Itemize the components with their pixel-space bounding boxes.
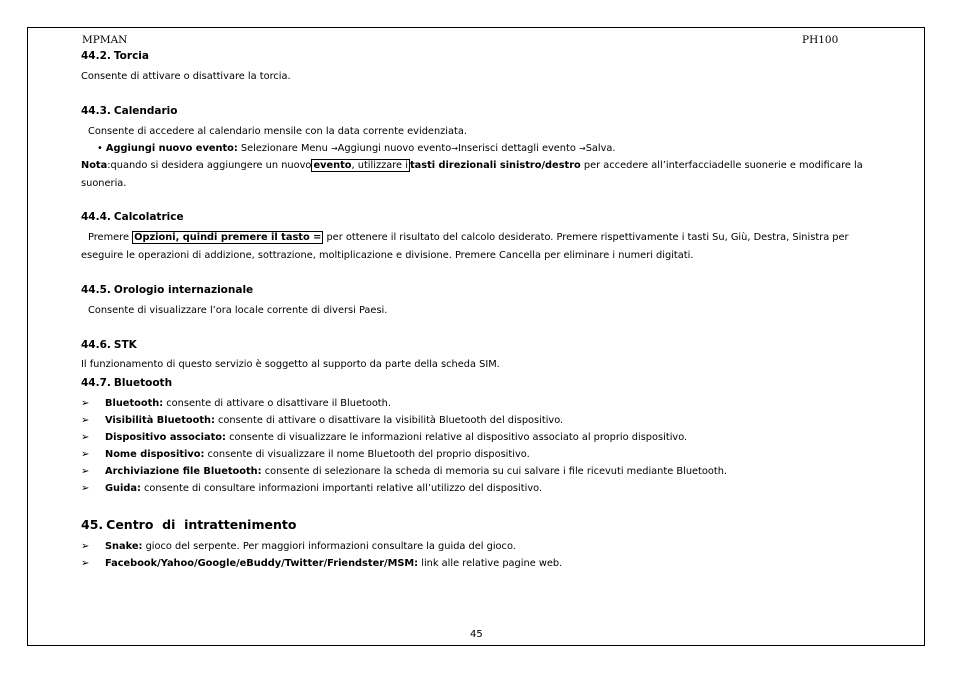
heading-centro-intrattenimento: 45. Centro di intrattenimento xyxy=(81,517,297,532)
torcia-text: Consente di attivare o disattivare la torcia. xyxy=(81,71,291,82)
arrowhead-bullet-icon: ➢ xyxy=(81,558,90,569)
heading-torcia: 44.2. Torcia xyxy=(81,50,149,62)
list-item: ➢ Facebook/Yahoo/Google/eBuddy/Twitter/Friendster/MSM: link alle relative pagine web. xyxy=(81,558,563,569)
list-item: ➢ Visibilità Bluetooth: consente di attivare o disattivare la visibilità Bluetooth del dispositivo. xyxy=(81,415,564,426)
header-model: PH100 xyxy=(802,34,839,46)
header-brand: MPMAN xyxy=(82,34,128,46)
calendario-bullet: • Aggiungi nuovo evento: Selezionare Menu →Aggiungi nuovo evento→Inserisci dettagli evento →Salva. xyxy=(97,143,616,154)
arrowhead-bullet-icon: ➢ xyxy=(81,415,90,426)
heading-stk: 44.6. STK xyxy=(81,339,137,351)
calcolatrice-text: Premere Opzioni, quindi premere il tasto = per ottenere il risultato del calcolo desiderato. Premere rispettivamente i tasti Su, Giù, Destra, Sinistra per xyxy=(88,232,849,243)
calendario-note: Nota:quando si desidera aggiungere un nuovo evento, utilizzare i tasti direzionali sinistro/destro per accedere all’interfacciadelle suonerie e modificare la xyxy=(81,160,863,171)
heading-orologio: 44.5. Orologio internazionale xyxy=(81,284,254,296)
arrowhead-bullet-icon: ➢ xyxy=(81,398,90,409)
list-item: ➢ Guida: consente di consultare informazioni importanti relative all’utilizzo del dispositivo. xyxy=(81,483,543,494)
calendario-text: Consente di accedere al calendario mensile con la data corrente evidenziata. xyxy=(88,126,467,137)
heading-calcolatrice: 44.4. Calcolatrice xyxy=(81,211,184,223)
orologio-text: Consente di visualizzare l’ora locale corrente di diversi Paesi. xyxy=(88,305,388,316)
list-item: ➢ Bluetooth: consente di attivare o disattivare il Bluetooth. xyxy=(81,398,391,409)
page-number: 45 xyxy=(470,629,483,640)
stk-text: Il funzionamento di questo servizio è soggetto al supporto da parte della scheda SIM. xyxy=(81,359,500,370)
list-item: ➢ Nome dispositivo: consente di visualizzare il nome Bluetooth del proprio dispositivo. xyxy=(81,449,530,460)
arrowhead-bullet-icon: ➢ xyxy=(81,449,90,460)
calendario-note-cont: suoneria. xyxy=(81,178,127,189)
bullet-dot-icon: • xyxy=(97,143,103,154)
arrowhead-bullet-icon: ➢ xyxy=(81,466,90,477)
calcolatrice-text-cont: eseguire le operazioni di addizione, sottrazione, moltiplicazione e divisione. Premere Cancella per eliminare i numeri digitati. xyxy=(81,250,694,261)
list-item: ➢ Snake: gioco del serpente. Per maggiori informazioni consultare la guida del gioco. xyxy=(81,541,516,552)
arrowhead-bullet-icon: ➢ xyxy=(81,432,90,443)
arrow-right-icon: → xyxy=(451,144,458,153)
heading-calendario: 44.3. Calendario xyxy=(81,105,178,117)
heading-bluetooth: 44.7. Bluetooth xyxy=(81,377,173,389)
arrow-right-icon: → xyxy=(330,144,338,153)
arrowhead-bullet-icon: ➢ xyxy=(81,541,90,552)
list-item: ➢ Dispositivo associato: consente di visualizzare le informazioni relative al dispositivo associato al proprio dispositivo. xyxy=(81,432,688,443)
page-frame xyxy=(27,27,925,646)
list-item: ➢ Archiviazione file Bluetooth: consente di selezionare la scheda di memoria su cui salvare i file ricevuti mediante Bluetooth. xyxy=(81,466,728,477)
arrowhead-bullet-icon: ➢ xyxy=(81,483,90,494)
arrow-right-icon: → xyxy=(578,144,586,153)
